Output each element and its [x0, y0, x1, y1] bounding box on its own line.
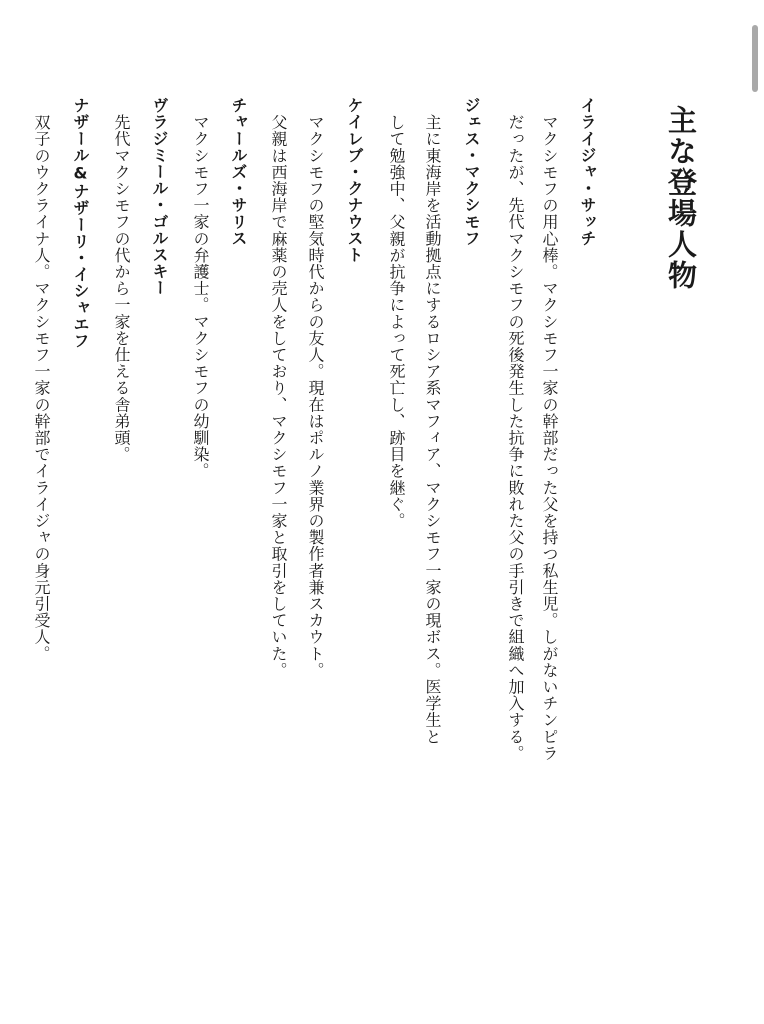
- character-description-line: 主に東海岸を活動拠点にするロシア系マフィア、マクシモフ一家の現ボス。医学生と: [423, 114, 442, 745]
- character-name-nazar-twins: ナザール&ナザーリ・イシャエフ: [71, 97, 90, 349]
- scrollbar-thumb[interactable]: [752, 25, 758, 92]
- character-description-line: して勉強中、父親が抗争によって死亡し、跡目を継ぐ。: [387, 114, 406, 529]
- character-description-line: 父親は西海岸で麻薬の売人をしており、マクシモフ一家と取引をしていた。: [269, 114, 288, 679]
- character-name-charles: チャールズ・サリス: [229, 97, 248, 247]
- character-description-line: マクシモフ一家の弁護士。マクシモフの幼馴染。: [191, 114, 210, 480]
- character-name-jess: ジェス・マクシモフ: [462, 97, 481, 247]
- character-name-caleb: ケイレブ・クナウスト: [345, 97, 364, 263]
- character-name-elijah: イライジャ・サッチ: [578, 97, 597, 247]
- character-name-vladimir: ヴラジミール・ゴルスキー: [150, 97, 169, 297]
- page-title: 主な登場人物: [664, 105, 698, 291]
- character-description-line: マクシモフの用心棒。マクシモフ一家の幹部だった父を持つ私生児。しがないチンピラ: [540, 114, 559, 762]
- character-description-line: 双子のウクライナ人。マクシモフ一家の幹部でイライジャの身元引受人。: [32, 114, 51, 662]
- character-description-line: だったが、先代マクシモフの死後発生した抗争に敗れた父の手引きで組織へ加入する。: [506, 114, 525, 762]
- character-description-line: マクシモフの堅気時代からの友人。現在はポルノ業界の製作者兼スカウト。: [306, 114, 325, 679]
- character-description-line: 先代マクシモフの代から一家を仕える舎弟頭。: [112, 114, 131, 463]
